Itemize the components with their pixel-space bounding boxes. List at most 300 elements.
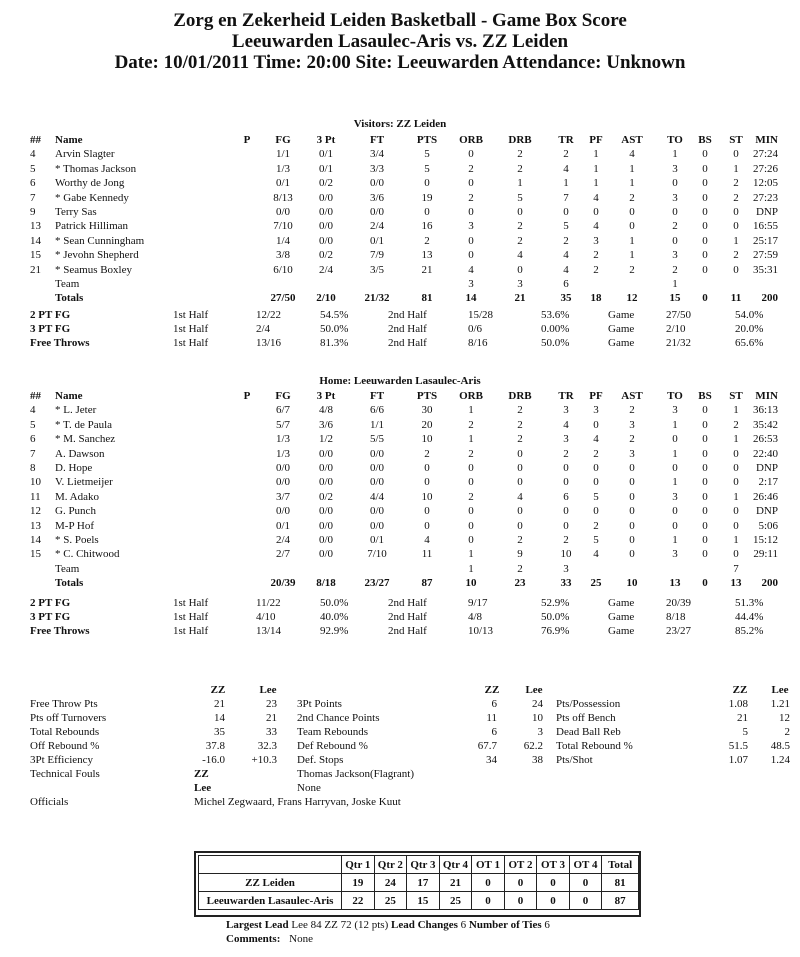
- quarter-header: OT 2: [504, 856, 537, 874]
- split-cell: 50.0%: [541, 337, 570, 349]
- player-stat-cell: A. Dawson: [55, 447, 105, 460]
- split-cell: Game: [608, 323, 635, 335]
- player-stat-cell: 5/5: [369, 433, 385, 446]
- player-stat-cell: 5: [593, 534, 599, 546]
- column-header: FG: [275, 134, 291, 146]
- player-stat-cell: 6/7: [275, 404, 291, 417]
- zz-header: ZZ: [732, 684, 748, 696]
- player-stat-cell: 2: [424, 234, 430, 247]
- player-stat-cell: 2: [468, 490, 474, 503]
- player-stat-cell: 0: [702, 191, 708, 204]
- column-header: FG: [275, 390, 291, 402]
- player-stat-cell: 2: [672, 220, 678, 233]
- player-stat-cell: 10: [421, 433, 433, 446]
- stat-zz: 6: [491, 698, 497, 710]
- split-cell: 81.3%: [320, 337, 349, 349]
- player-stat-cell: 3: [468, 220, 474, 233]
- player-stat-cell: 0: [702, 505, 708, 518]
- officials-label: Officials: [30, 796, 69, 808]
- split-cell: Game: [608, 337, 635, 349]
- player-stat-cell: 5:06: [758, 519, 778, 532]
- stat-lee: +10.3: [251, 754, 277, 766]
- player-stat-cell: 1: [593, 177, 599, 190]
- split-cell: 1st Half: [173, 611, 209, 623]
- split-cell: 2nd Half: [388, 611, 427, 623]
- column-header: TO: [667, 390, 683, 402]
- player-stat-cell: 2/7: [275, 548, 291, 561]
- player-stat-cell: 0/2: [318, 490, 334, 503]
- player-stat-cell: 5/7: [275, 418, 291, 431]
- player-stat-cell: 0/0: [318, 534, 334, 546]
- stat-zz: 67.7: [477, 740, 497, 752]
- split-cell: Game: [608, 625, 635, 637]
- split-cell: 54.0%: [735, 309, 764, 321]
- player-stat-cell: 4: [563, 263, 569, 276]
- player-stat-cell: 0: [672, 433, 678, 446]
- player-stat-cell: 4: [30, 148, 36, 161]
- quarter-score: 0: [569, 892, 602, 910]
- stat-label: Team Rebounds: [297, 726, 369, 738]
- player-stat-cell: D. Hope: [55, 462, 93, 474]
- quarter-score: 0: [537, 874, 570, 892]
- player-stat-cell: 4: [629, 148, 635, 161]
- player-stat-cell: 16: [421, 220, 433, 233]
- player-stat-cell: 7: [563, 191, 569, 204]
- player-stat-cell: 2: [733, 177, 739, 190]
- team-row-cell: Team: [55, 562, 80, 575]
- column-header: 3 Pt: [316, 134, 336, 146]
- player-stat-cell: 0: [702, 433, 708, 446]
- player-stat-cell: 0: [672, 462, 678, 474]
- player-stat-cell: 0: [593, 476, 599, 489]
- split-cell: 11/22: [256, 597, 281, 609]
- player-stat-cell: 0: [702, 263, 708, 276]
- player-stat-cell: 27:59: [752, 249, 778, 262]
- player-stat-cell: 15: [30, 249, 41, 262]
- totals-cell: 87: [421, 577, 433, 590]
- player-stat-cell: 0/0: [275, 462, 291, 474]
- player-stat-cell: 1: [733, 534, 739, 546]
- player-stat-cell: 3: [563, 433, 569, 446]
- player-stat-cell: 0/1: [369, 534, 385, 546]
- split-cell: 92.9%: [320, 625, 349, 637]
- column-header: AST: [621, 134, 643, 146]
- player-stat-cell: 0: [468, 148, 474, 161]
- player-stat-cell: 0: [733, 505, 739, 518]
- stat-zz: 5: [742, 726, 748, 738]
- player-stat-cell: 1: [733, 162, 739, 175]
- player-stat-cell: 15: [30, 548, 41, 561]
- player-stat-cell: 2: [563, 234, 569, 247]
- stat-lee: 38: [532, 754, 543, 766]
- player-stat-cell: Patrick Hilliman: [55, 220, 129, 233]
- stat-label: Def. Stops: [297, 754, 344, 766]
- quarter-score: 15: [407, 892, 440, 910]
- lee-header: Lee: [525, 684, 543, 696]
- player-stat-cell: 7/10: [367, 548, 387, 561]
- stat-zz: 6: [491, 726, 497, 738]
- split-cell: 0/6: [468, 323, 483, 335]
- player-stat-cell: Worthy de Jong: [55, 177, 125, 190]
- player-stat-cell: 2: [733, 249, 739, 262]
- player-stat-cell: 0/2: [318, 249, 334, 262]
- game-info: Date: 10/01/2011 Time: 20:00 Site: Leeuwarden Attendance: Unknown: [114, 52, 686, 73]
- player-stat-cell: 0: [517, 206, 523, 218]
- stat-label: Pts/Possession: [556, 698, 621, 710]
- player-stat-cell: 11: [30, 490, 41, 503]
- player-stat-cell: 0: [468, 534, 474, 546]
- split-cell: 50.0%: [320, 597, 349, 609]
- player-stat-cell: 0/1: [369, 234, 385, 247]
- stat-zz: 21: [737, 712, 748, 724]
- player-stat-cell: 4: [517, 490, 523, 503]
- player-stat-cell: 0/0: [369, 177, 385, 190]
- player-stat-cell: 2:17: [758, 476, 778, 489]
- split-cell: 1st Half: [173, 597, 209, 609]
- player-stat-cell: Arvin Slagter: [55, 148, 115, 161]
- stat-lee: 24: [532, 698, 543, 710]
- player-stat-cell: 1: [733, 404, 739, 417]
- technical-lee-label: Lee: [194, 782, 212, 794]
- technical-fouls-label: Technical Fouls: [30, 768, 100, 780]
- player-stat-cell: 0: [424, 505, 430, 518]
- split-cell: 13/16: [256, 337, 282, 349]
- quarter-header-row: [199, 856, 639, 874]
- player-stat-cell: 14: [30, 234, 41, 247]
- player-stat-cell: 3/6: [369, 191, 385, 204]
- totals-cell: 14: [465, 292, 477, 305]
- split-cell: 0.00%: [541, 323, 570, 335]
- player-stat-cell: 0: [468, 519, 474, 532]
- player-stat-cell: 3: [629, 418, 635, 431]
- stat-label: Off Rebound %: [30, 740, 100, 752]
- player-stat-cell: 4: [593, 191, 599, 204]
- player-stat-cell: 2/4: [275, 534, 291, 546]
- player-stat-cell: 0: [468, 177, 474, 190]
- quarter-score: 0: [472, 874, 505, 892]
- split-cell: 50.0%: [320, 323, 349, 335]
- player-stat-cell: 1: [672, 447, 678, 460]
- split-cell: Free Throws: [30, 625, 90, 637]
- split-cell: 3 PT FG: [30, 611, 71, 623]
- split-cell: 12/22: [256, 309, 282, 321]
- player-stat-cell: 1: [629, 249, 635, 262]
- player-stat-cell: 4: [563, 249, 569, 262]
- stat-lee: 12: [779, 712, 790, 724]
- player-stat-cell: 0: [629, 505, 635, 518]
- player-stat-cell: 3: [672, 249, 678, 262]
- totals-cell: 18: [590, 292, 602, 305]
- player-stat-cell: 3: [593, 234, 599, 247]
- column-header: ST: [729, 390, 743, 402]
- player-stat-cell: 0: [593, 505, 599, 518]
- totals-cell: 13: [730, 577, 742, 590]
- player-stat-cell: 1: [629, 162, 635, 175]
- player-stat-cell: 0: [563, 519, 569, 532]
- quarter-score: 22: [342, 892, 375, 910]
- player-stat-cell: 2: [517, 433, 523, 446]
- player-stat-cell: 1: [563, 177, 569, 190]
- quarter-header: Qtr 2: [374, 856, 407, 874]
- player-stat-cell: 2: [733, 191, 739, 204]
- totals-cell: 200: [761, 292, 778, 305]
- player-stat-cell: 1: [629, 234, 635, 247]
- column-header: ORB: [459, 134, 483, 146]
- player-stat-cell: 7: [30, 191, 36, 204]
- player-stat-cell: 3/5: [369, 263, 385, 276]
- column-header: P: [243, 134, 251, 146]
- stat-label: Pts/Shot: [556, 754, 593, 766]
- column-header: BS: [698, 134, 712, 146]
- player-stat-cell: 0: [424, 462, 430, 474]
- player-stat-cell: 0/1: [275, 519, 291, 532]
- player-stat-cell: * L. Jeter: [55, 404, 97, 417]
- player-stat-cell: 0: [468, 234, 474, 247]
- player-stat-cell: 3/7: [275, 490, 291, 503]
- player-stat-cell: 2: [468, 191, 474, 204]
- player-stat-cell: * M. Sanchez: [55, 433, 116, 446]
- player-stat-cell: 3: [672, 490, 678, 503]
- player-stat-cell: 0: [702, 162, 708, 175]
- split-cell: 85.2%: [735, 625, 764, 637]
- player-stat-cell: 2: [517, 162, 523, 175]
- stat-label: Def Rebound %: [297, 740, 368, 752]
- player-stat-cell: 2/4: [369, 220, 385, 233]
- quarter-header: Qtr 4: [439, 856, 472, 874]
- player-stat-cell: 4: [593, 220, 599, 233]
- player-stat-cell: 0: [563, 505, 569, 518]
- player-stat-cell: DNP: [755, 462, 778, 474]
- player-stat-cell: 1: [672, 148, 678, 161]
- player-stat-cell: 1: [468, 404, 474, 417]
- player-stat-cell: 10: [560, 548, 572, 561]
- player-stat-cell: 0: [593, 418, 599, 431]
- totals-cell: 21/32: [364, 292, 390, 305]
- player-stat-cell: 2: [629, 404, 635, 417]
- player-stat-cell: 2: [468, 447, 474, 460]
- player-stat-cell: 0: [517, 519, 523, 532]
- team-row-cell: 6: [563, 278, 569, 290]
- split-cell: 4/10: [256, 611, 276, 623]
- player-stat-cell: 7/9: [369, 249, 385, 262]
- player-stat-cell: 0/0: [369, 476, 385, 489]
- player-stat-cell: 0: [733, 548, 739, 561]
- player-stat-cell: 0/0: [369, 505, 385, 518]
- player-stat-cell: 35:31: [752, 263, 778, 276]
- totals-cell: 10: [465, 577, 477, 590]
- totals-cell: 12: [626, 292, 638, 305]
- stat-label: Pts off Turnovers: [30, 712, 107, 724]
- player-stat-cell: 4: [30, 404, 36, 417]
- player-stat-cell: 7/10: [273, 220, 293, 233]
- player-stat-cell: 6/6: [369, 404, 385, 417]
- player-stat-cell: 0: [593, 206, 599, 218]
- player-stat-cell: 0/2: [318, 177, 334, 190]
- player-stat-cell: 0: [733, 148, 739, 161]
- split-cell: 4/8: [468, 611, 483, 623]
- player-stat-cell: 1: [672, 418, 678, 431]
- quarter-score: 25: [374, 892, 407, 910]
- player-stat-cell: 10: [421, 490, 433, 503]
- split-cell: 2nd Half: [388, 597, 427, 609]
- player-stat-cell: 0: [702, 462, 708, 474]
- player-stat-cell: 1: [672, 476, 678, 489]
- stat-zz: -16.0: [202, 754, 225, 766]
- column-header: FT: [369, 134, 385, 146]
- column-header: ##: [30, 134, 41, 146]
- comments-line: [226, 933, 313, 945]
- stat-zz: 14: [214, 712, 225, 724]
- player-stat-cell: 0/0: [275, 505, 291, 518]
- player-stat-cell: 0: [733, 263, 739, 276]
- player-stat-cell: 0: [629, 534, 635, 546]
- player-stat-cell: 0: [672, 505, 678, 518]
- stat-lee: 1.24: [770, 754, 790, 766]
- split-cell: 10/13: [468, 625, 494, 637]
- visitors-title: Visitors: ZZ Leiden: [353, 118, 447, 130]
- quarter-score: 19: [342, 874, 375, 892]
- player-stat-cell: 0/0: [275, 476, 291, 489]
- player-stat-cell: 4/8: [318, 404, 334, 417]
- player-stat-cell: 3: [672, 162, 678, 175]
- player-stat-cell: 0/0: [318, 462, 334, 474]
- split-cell: 1st Half: [173, 625, 209, 637]
- player-stat-cell: 4: [517, 249, 523, 262]
- player-stat-cell: 6: [563, 490, 569, 503]
- stat-lee: 62.2: [523, 740, 543, 752]
- stat-label: Pts off Bench: [556, 712, 616, 724]
- player-stat-cell: 0/0: [369, 206, 385, 218]
- player-stat-cell: 26:46: [752, 490, 778, 503]
- column-header: ORB: [459, 390, 483, 402]
- totals-cell: 8/18: [316, 577, 336, 590]
- team-row-cell: 3: [563, 562, 569, 575]
- player-stat-cell: 22:40: [752, 447, 778, 460]
- player-stat-cell: 5: [30, 418, 36, 431]
- quarter-team-name: Leeuwarden Lasaulec-Aris: [199, 892, 342, 910]
- player-stat-cell: 13: [30, 220, 41, 233]
- player-stat-cell: 4: [468, 263, 474, 276]
- totals-cell: 15: [669, 292, 681, 305]
- player-stat-cell: 6: [30, 177, 36, 190]
- team-row-cell: Team: [55, 278, 80, 290]
- player-stat-cell: 0: [702, 220, 708, 233]
- stat-zz: 11: [486, 712, 497, 724]
- totals-cell: 13: [669, 577, 681, 590]
- player-stat-cell: 0: [563, 476, 569, 489]
- player-stat-cell: 2: [593, 263, 599, 276]
- player-stat-cell: 25:17: [752, 234, 778, 247]
- zz-header: ZZ: [210, 684, 226, 696]
- player-stat-cell: 0: [702, 476, 708, 489]
- split-cell: 27/50: [666, 309, 692, 321]
- player-stat-cell: 1/2: [318, 433, 334, 446]
- player-stat-cell: 3/6: [318, 418, 334, 431]
- player-stat-cell: 0: [424, 177, 430, 190]
- split-cell: 9/17: [468, 597, 488, 609]
- player-stat-cell: 26:53: [752, 433, 778, 446]
- player-stat-cell: 0/0: [369, 447, 385, 460]
- stat-lee: 2: [784, 726, 790, 738]
- player-stat-cell: G. Punch: [55, 505, 96, 518]
- player-stat-cell: 0/1: [318, 162, 334, 175]
- player-stat-cell: 0: [672, 519, 678, 532]
- player-stat-cell: 5: [424, 162, 430, 175]
- player-stat-cell: 5: [593, 490, 599, 503]
- player-stat-cell: 4: [563, 418, 569, 431]
- player-stat-cell: 0/0: [369, 519, 385, 532]
- stat-lee: 32.3: [257, 740, 277, 752]
- player-stat-cell: 2/4: [318, 263, 334, 276]
- player-stat-cell: 0: [672, 177, 678, 190]
- player-stat-cell: 0: [702, 418, 708, 431]
- player-stat-cell: 0: [702, 177, 708, 190]
- player-stat-cell: 12:05: [752, 177, 778, 190]
- column-header: Name: [55, 390, 83, 402]
- totals-cell: Totals: [55, 292, 84, 305]
- player-stat-cell: 0/0: [369, 462, 385, 474]
- player-stat-cell: 0: [517, 462, 523, 474]
- player-stat-cell: DNP: [755, 206, 778, 218]
- player-stat-cell: 8: [30, 462, 36, 474]
- player-stat-cell: 0/0: [318, 519, 334, 532]
- stat-label: Free Throw Pts: [30, 698, 98, 710]
- split-cell: 1st Half: [173, 323, 209, 335]
- player-stat-cell: 0: [424, 519, 430, 532]
- player-stat-cell: 0: [629, 462, 635, 474]
- totals-cell: 0: [702, 292, 708, 305]
- player-stat-cell: 0: [468, 462, 474, 474]
- quarter-score: 87: [602, 892, 639, 910]
- player-stat-cell: 0: [702, 490, 708, 503]
- player-stat-cell: 2: [593, 249, 599, 262]
- team-row-cell: 3: [468, 278, 474, 290]
- player-stat-cell: 2: [563, 447, 569, 460]
- totals-cell: 35: [560, 292, 572, 305]
- team-row-cell: 3: [517, 278, 523, 290]
- stat-lee: 48.5: [770, 740, 790, 752]
- ties-value: 6: [544, 919, 550, 931]
- player-stat-cell: 36:13: [752, 404, 778, 417]
- player-stat-cell: 35:42: [752, 418, 778, 431]
- officials-value: Michel Zegwaard, Frans Harryvan, Joske Kuut: [194, 796, 401, 808]
- split-cell: 50.0%: [541, 611, 570, 623]
- player-stat-cell: 3: [672, 548, 678, 561]
- column-header: DRB: [508, 390, 532, 402]
- player-stat-cell: 1: [517, 177, 523, 190]
- player-stat-cell: 1: [733, 433, 739, 446]
- player-stat-cell: 1/4: [275, 234, 291, 247]
- stat-label: 3Pt Points: [297, 698, 342, 710]
- split-cell: 15/28: [468, 309, 494, 321]
- stat-label: Total Rebound %: [556, 740, 633, 752]
- quarter-header: OT 1: [472, 856, 505, 874]
- split-cell: 44.4%: [735, 611, 764, 623]
- player-stat-cell: 0/0: [318, 505, 334, 518]
- quarter-score-box: [194, 851, 641, 917]
- player-stat-cell: 3/4: [369, 148, 385, 161]
- player-stat-cell: 10: [30, 476, 41, 489]
- lead-changes-value: 6: [460, 919, 467, 931]
- player-stat-cell: 1/3: [275, 433, 291, 446]
- stat-label: 2nd Chance Points: [297, 712, 380, 724]
- split-cell: 2 PT FG: [30, 597, 71, 609]
- player-stat-cell: 27:24: [752, 148, 778, 161]
- player-stat-cell: 3/8: [275, 249, 291, 262]
- team-row-cell: 7: [733, 562, 739, 575]
- split-cell: 40.0%: [320, 611, 349, 623]
- quarter-header: Qtr 3: [407, 856, 440, 874]
